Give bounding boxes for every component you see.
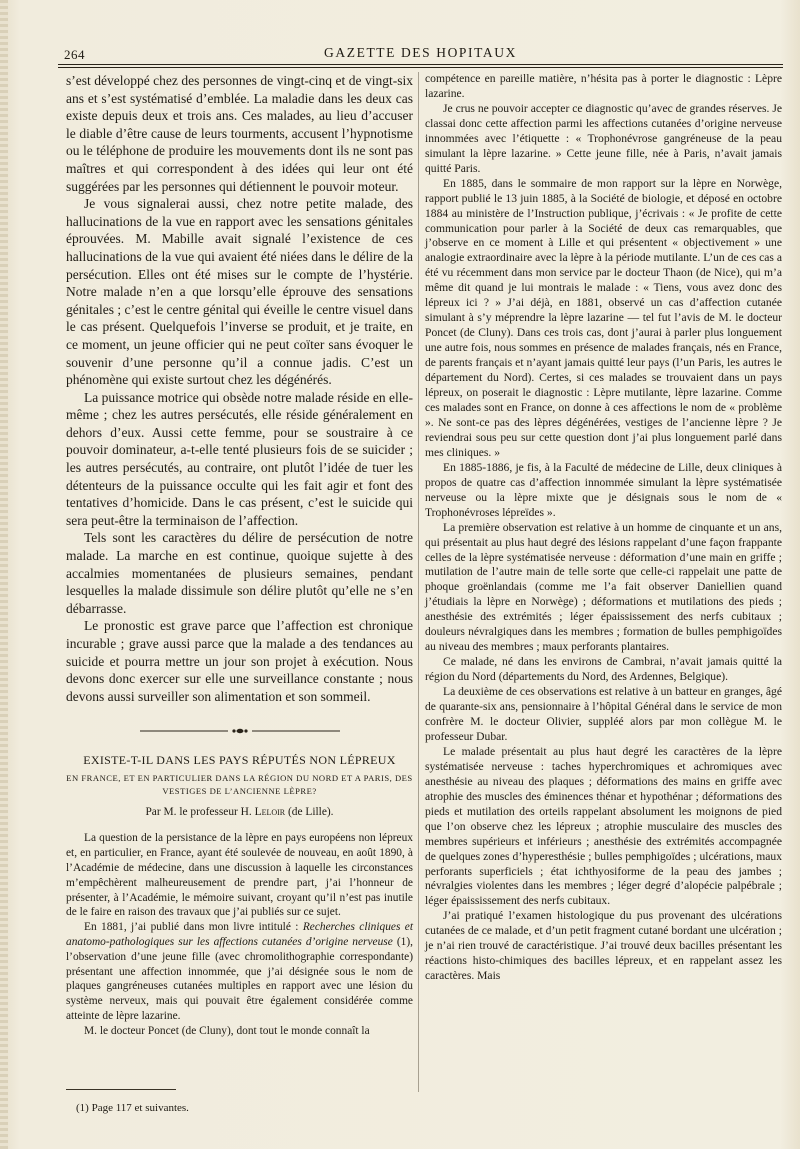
left-column bbox=[66, 72, 413, 1115]
column-divider bbox=[418, 72, 419, 1092]
paragraph bbox=[66, 920, 413, 1024]
text-run: En 1881, j’ai publié dans mon livre intitulé : bbox=[84, 921, 303, 934]
article-subtitle: EN FRANCE, ET EN PARTICULIER DANS LA RÉGION DU NORD ET A PARIS, DES VESTIGES DE L’ANCIENNE LÈPRE? bbox=[66, 773, 413, 797]
book-title: Recherches cliniques et anatomo-pathologiques sur les affections cutanées d’origine nerveuse bbox=[66, 921, 413, 948]
header-rule bbox=[58, 64, 783, 68]
text-run: (1), l’observation d’une jeune fille (avec chromolithographie correspondante) présentant une affection innommée, que j’ai désignée sous le nom de plaques gangréneuses cutanées multiples en rapport avec une lésion du système nerveux, mais qui pouvait être également considérée comme atteinte de lèpre lazarine. bbox=[66, 935, 413, 1022]
article-body bbox=[66, 831, 413, 1038]
right-column bbox=[425, 72, 782, 984]
footnote-rule bbox=[66, 1089, 176, 1090]
page-binding-edge bbox=[0, 0, 8, 1149]
paragraph: Tels sont les caractères du délire de persécution de notre malade. La marche en est continue, quoique sujette à des accalmies momentanées de plusieurs semaines, pendant lesquelles la malade dissimule son délire plutôt qu’elle ne s’en débarrasse. bbox=[66, 530, 413, 616]
paragraph: Je vous signalerai aussi, chez notre petite malade, des hallucinations de la vue en rapport avec les sensations génitales éprouvées. M. Mabille avait signalé l’existence de ces hallucinations de la vue qui avaient été niées dans le délire de la persécution. Elles ont été mises sur le compte de l’hystérie. Notre malade n’en a que lorsqu’elle éprouve des sensations génitales ; c’est le centre génital qui éveille le centre visuel dans le cas présent. Quelquefois l’inverse se produit, et je traite, en ce moment, un jeune officier qui ne peut coïter sans évoquer le souvenir d’une personne qu’il a connue jadis. C’est un phénomène qui existe surtout chez les dégénérés. bbox=[66, 196, 413, 388]
article-title: EXISTE-T-IL DANS LES PAYS RÉPUTÉS NON LÉPREUX bbox=[83, 753, 396, 768]
paragraph: Le pronostic est grave parce que l’affection est chronique incurable ; grave aussi parce que la malade a des tendances au suicide et pourra mettre un jour son projet à exécution. Nous devons donc exercer sur elle une surveillance constante ; nous devons aussi surveiller son alimentation et son sommeil. bbox=[66, 618, 413, 704]
author-prefix: Par M. le professeur H. bbox=[145, 806, 255, 819]
paragraph: Je crus ne pouvoir accepter ce diagnostic qu’avec de grandes réserves. Je classai donc cette affection parmi les affections cutanées d’origine nerveuse innommées avec l’étiquette : « Trophonévrose gangréneuse de la peau simulant la lèpre lazarine. » Cette jeune fille, née à Paris, n’avait jamais quitté Paris. bbox=[425, 101, 782, 175]
paragraph: La première observation est relative à un homme de cinquante et un ans, qui présentait au plus haut degré des lésions rappelant d’une façon frappante celles de la lèpre systématisée nerveuse : déformation d’une main en griffe ; mutilation de l’autre main de telle sorte que celle-ci rappelait une patte de phoque groënlandais (comme me l’a fait observer Daniellien quand j’étudiais la lèpre en Norwège) ; déformations et mutilations des pieds ; anesthésie des extrémités ; léger épaississement des nerfs cubitaux ; douleurs névralgiques dans les membres ; formation de bulles pemphigoïdes au niveau des membres ; maux perforants plantaires. bbox=[425, 520, 782, 654]
section-ornament bbox=[140, 727, 340, 735]
page-header bbox=[58, 43, 783, 63]
footnote: (1) Page 117 et suivantes. bbox=[76, 1101, 189, 1114]
page-number: 264 bbox=[64, 47, 85, 62]
paragraph: La puissance motrice qui obsède notre malade réside en elle-même ; chez les autres persécutés, elle réside généralement en dehors d’eux. Aussi cette femme, pour se soustraire à ce pouvoir dominateur, a-t-elle tenté plusieurs fois de se suicider ; les autres persécutés, au contraire, ont plutôt l’idée de tuer les détenteurs de la puissance occulte qui les fait agir et font des tentatives d’homicide. Dans le cas présent, c’est le suicide qui sera peut-être la terminaison de l’affection. bbox=[66, 389, 413, 528]
paragraph: La question de la persistance de la lèpre en pays européens non lépreux et, en particulier, en France, ayant été soulevée de nouveau, en août 1890, à l’Académie de médecine, dans une discussion à laquelle les circonstances m’empêchèrent malheureusement de prendre part, j’ai l’honneur de présenter, à l’Académie, le mémoire suivant, croyant qu’il n’est pas inutile de le faire en raison des travaux que j’ai publiés sur ce sujet. bbox=[66, 832, 413, 919]
paragraph: En 1885-1886, je fis, à la Faculté de médecine de Lille, deux cliniques à propos de quatre cas d’affection innommée simulant la lèpre systématisée nerveuse ou la lèpre mixte que je désignais sous le nom de « Trophonévroses lépreïdes ». bbox=[425, 460, 782, 519]
paragraph: Le malade présentait au plus haut degré les caractères de la lèpre systématisée nerveuse : taches hyperchromiques et achromiques avec anesthésie au niveau des plaques ; déformations des mains en griffe avec atrophie des muscles des éminences thénar et hypothénar ; déformations des pieds et mutilation des orteils rappelant absolument les moignons de pied que l’on observe chez les lépreux ; atrophie musculaire des muscles des membres supérieurs et inférieurs ; anesthésie des extrémités accompagnée de quelques zones d’hyperesthésie ; bulles pemphigoïdes ; ulcérations, maux perforants superficiels ; état ichthyosiforme de la peau des jambes ; névralgies violentes dans les membres ; léger degré d’alopécie palpébrale ; léger épaississement des nerfs cubitaux. bbox=[425, 744, 782, 908]
author-name: Leloir bbox=[254, 806, 286, 819]
paragraph: s’est développé chez des personnes de vingt-cinq et de vingt-six ans et s’est systématisé d’emblée. La maladie dans les deux cas existe depuis deux et trois ans. Ces malades, au lieu d’accuser le diable d’être cause de leurs tourments, accusent l’hypnotisme ou le téléphone de produire les mouvements dont ils ne sont pas maîtres et qui correspondent à des idées qui leur ont été suggérées par les personnes qui détiennent le pouvoir moteur. bbox=[66, 73, 413, 194]
author-suffix: (de Lille). bbox=[285, 806, 334, 819]
paragraph: M. le docteur Poncet (de Cluny), dont tout le monde connaît la bbox=[84, 1024, 370, 1037]
paragraph: La deuxième de ces observations est relative à un batteur en granges, âgé de quarante-six ans, pensionnaire à l’hôpital Général dans le service de mon confrère M. le docteur Olivier, suppléé alors par mon collègue M. le professeur Dubar. bbox=[425, 685, 782, 743]
paragraph: J’ai pratiqué l’examen histologique du pus provenant des ulcérations cutanées de ce malade, et d’un petit fragment cutané bordant une ulcération ; je n’ai rien trouvé de caractéristique. J’ai trouvé deux bacilles présentant les réactions histo-chimiques des bacilles lépreux, et en rappelant assez les caractères. Mais bbox=[425, 909, 782, 983]
running-title: GAZETTE DES HOPITAUX bbox=[324, 45, 517, 60]
paragraph: En 1885, dans le sommaire de mon rapport sur la lèpre en Norwège, rapport publié le 13 juin 1885, à la Société de biologie, et déposé en octobre 1884 au ministère de l’Instruction publique, j’écrivais : « Je profite de cette communication pour parler à la Société de deux cas remarquables, que j’observe en ce moment à Lille et qui présentent « objectivement » une analogie extraordinaire avec la lèpre à la période mutilante. L’un de ces cas a été vu récemment dans mon service par le docteur Thaon (de Nice), qui m’a même dit quand je lui montrais le malade : « Tiens, vous avez donc des lépreux ici ? » J’ai déjà, en 1881, observé un cas d’affection cutanée simulant à s’y méprendre la lèpre lazarine — tel fut l’avis de M. le docteur Poncet (de Cluny). Dans ces trois cas, dont j’aurai à parler plus longuement une autre fois, nous sommes en présence de malades français, nés en France, de parents français et n’ayant jamais quitté leur pays (l’un Paris, les autres le département du Nord). Certes, si ces malades se trouvaient dans un pays lépreux, on poserait le diagnostic : Lèpre mutilante, lèpre lazarine. Comme ces malades sont en France, on donne à ces affections le nom de « problème ». Ne sont-ce pas des lèpres dégénérées, vestiges de l’ancienne lèpre ? Je reviendrai sous peu sur cette question dont j’ai plus longuement parlé dans mes cliniques. » bbox=[425, 176, 782, 459]
paragraph: compétence en pareille matière, n’hésita pas à porter le diagnostic : Lèpre lazarine. bbox=[425, 72, 782, 100]
paragraph: Ce malade, né dans les environs de Cambrai, n’avait jamais quitté la région du Nord (départements du Nord, des Ardennes, Belgique). bbox=[425, 655, 782, 684]
article-author bbox=[66, 805, 413, 819]
